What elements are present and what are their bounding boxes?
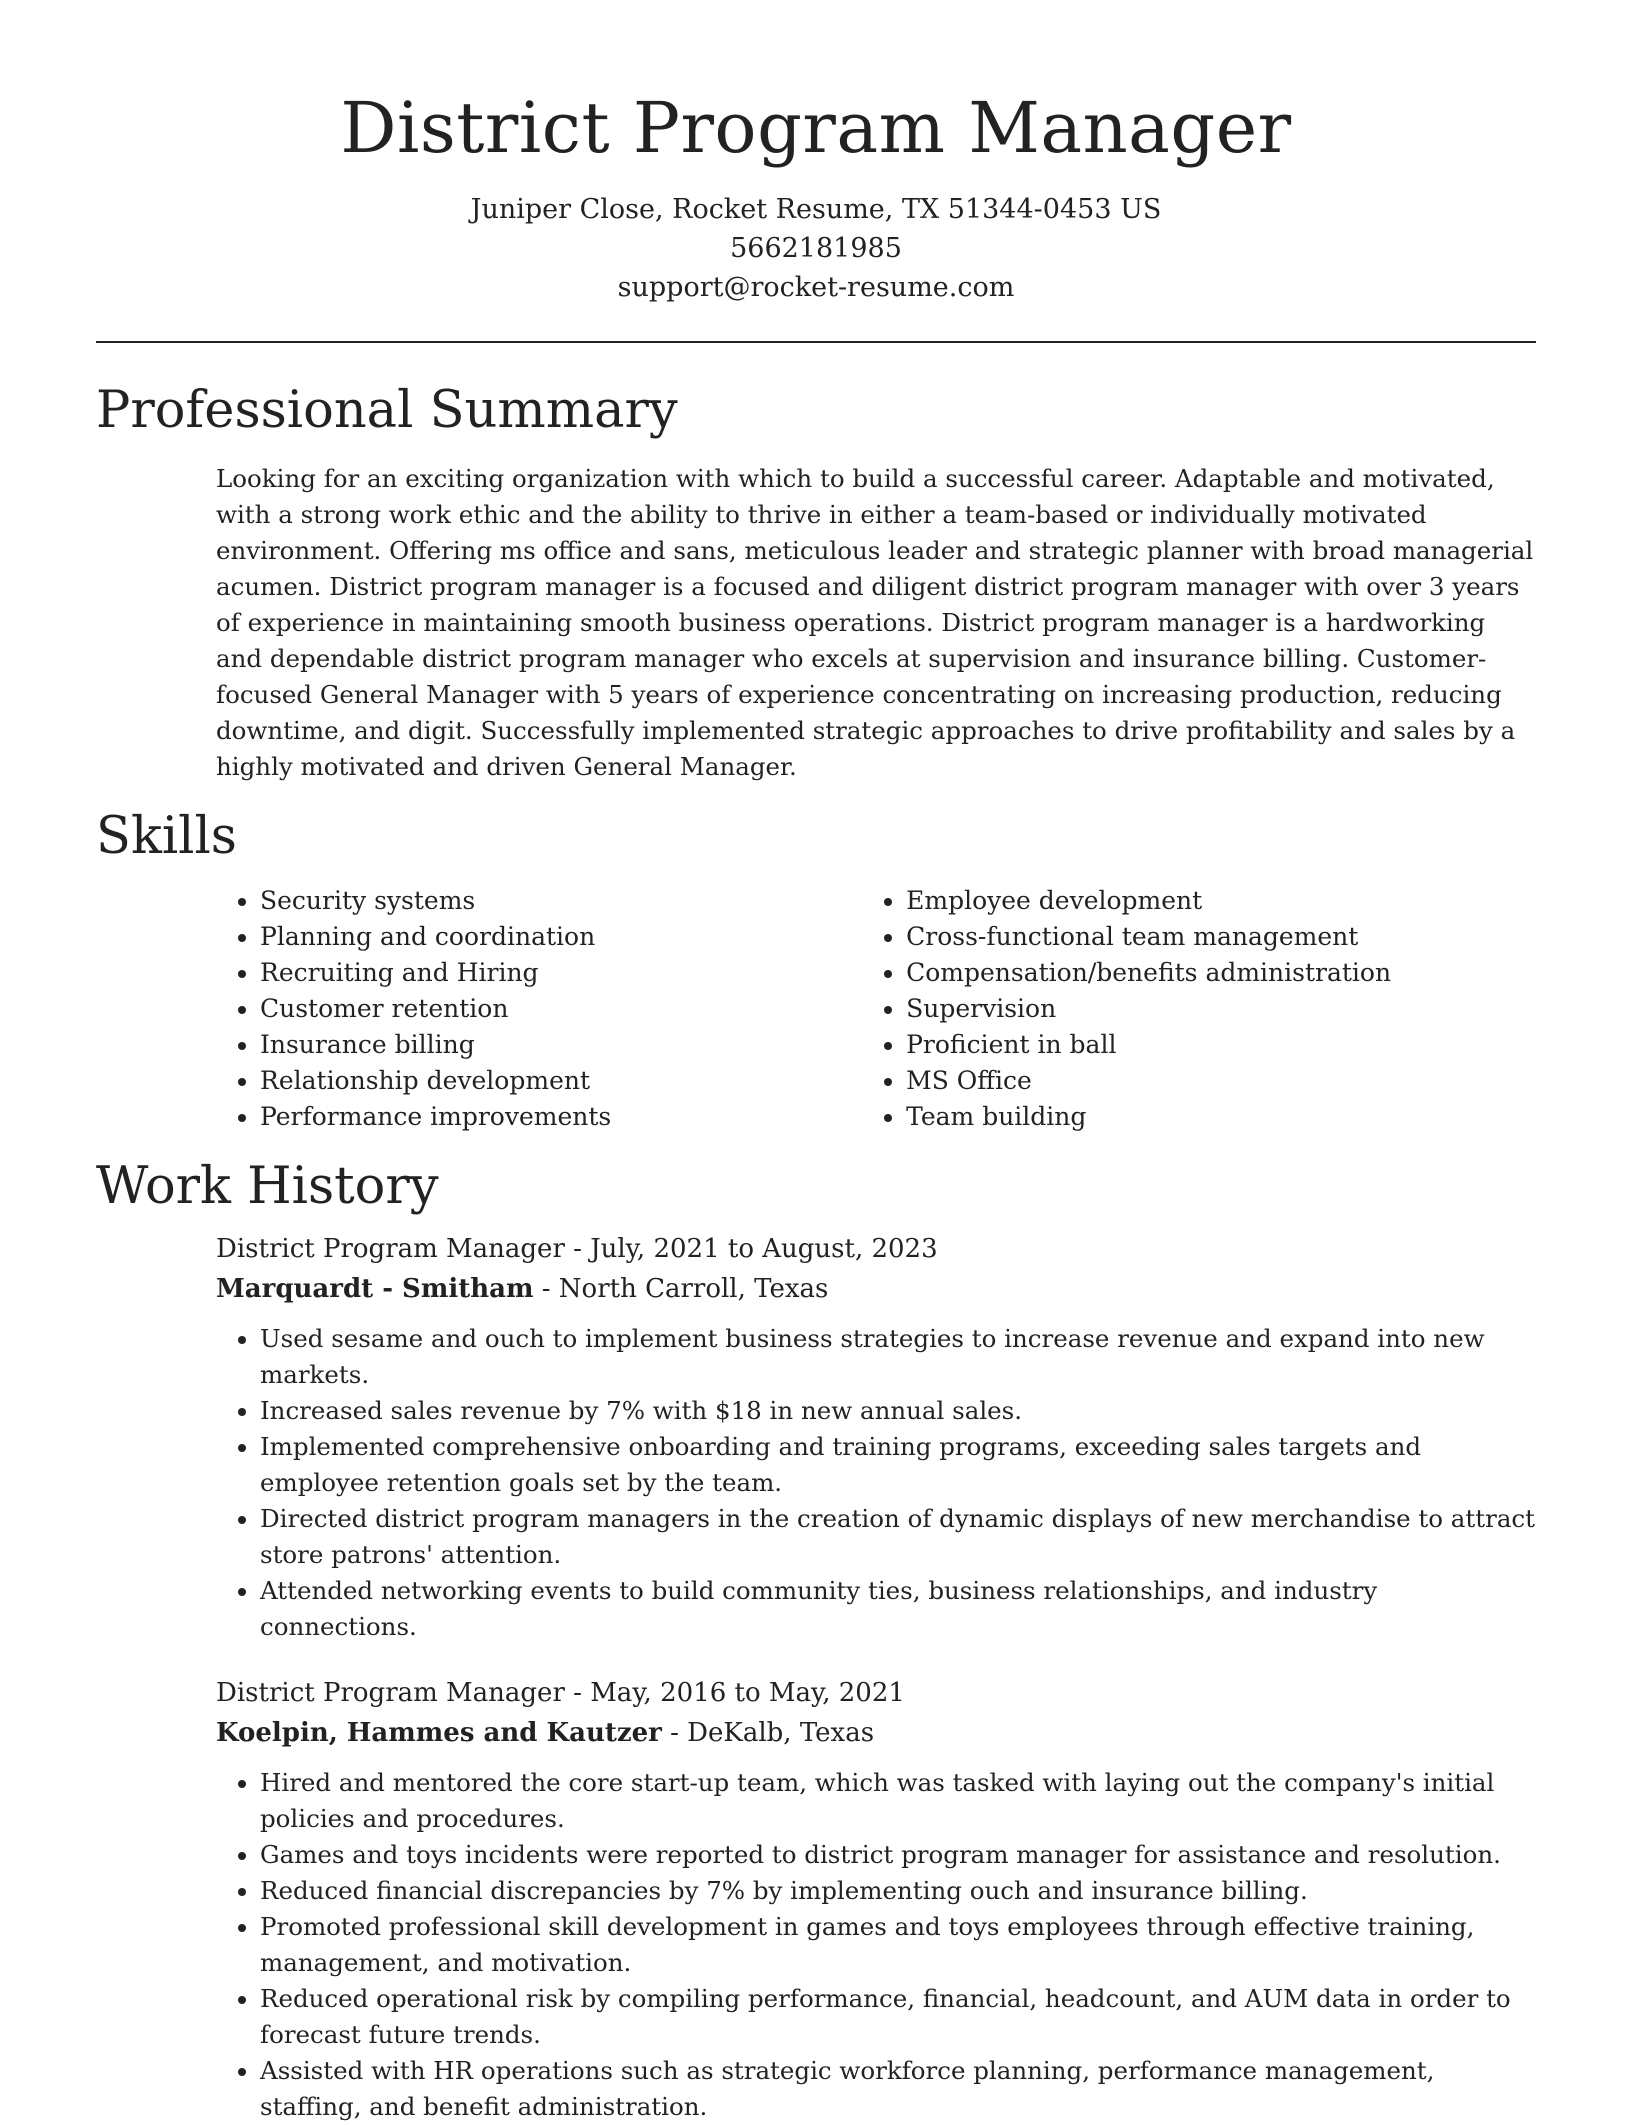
- skill-item: • Employee development: [906, 883, 1536, 919]
- resume-header: [96, 0, 1536, 307]
- job-bullet: • Assisted with HR operations such as strategic workforce planning, performance management, staffing, and benefit administration.: [260, 2053, 1536, 2125]
- job-role: District Program Manager: [216, 1678, 565, 1708]
- job-bullet: • Attended networking events to build community ties, business relationships, and industry connections.: [260, 1573, 1536, 1645]
- job-title-line: [216, 1673, 1536, 1713]
- professional-summary-section: [96, 379, 1536, 785]
- skill-item: • Cross-functional team management: [906, 919, 1536, 955]
- work-history-section: [96, 1155, 1536, 2125]
- job-bullet: • Promoted professional skill development in games and toys employees through effective training, management, and motivation.: [260, 1909, 1536, 1981]
- skill-item: • Proficient in ball: [906, 1027, 1536, 1063]
- job-company: Marquardt - Smitham: [216, 1274, 534, 1304]
- skills-column-left: [216, 883, 862, 1135]
- contact-phone: 5662181985: [730, 233, 902, 264]
- job-bullet: • Hired and mentored the core start-up team, which was tasked with laying out the company's initial policies and procedures.: [260, 1765, 1536, 1837]
- section-title-summary: Professional Summary: [96, 381, 678, 440]
- summary-text: Looking for an exciting organization with which to build a successful career. Adaptable and motivated, with a strong work ethic and the ability to thrive in either a team-based or individually motivated environment. Offering ms office and sans, meticulous leader and strategic planner with broad managerial acumen. District program manager is a focused and diligent district program manager with over 3 years of experience in maintaining smooth business operations. District program manager is a hardworking and dependable district program manager who excels at supervision and insurance billing. Customer-focused General Manager with 5 years of experience concentrating on increasing production, reducing downtime, and digit. Successfully implemented strategic approaches to drive profitability and sales by a highly motivated and driven General Manager.: [216, 464, 1534, 781]
- job-bullets: [216, 1321, 1536, 1645]
- job-bullets: [216, 1765, 1536, 2125]
- contact-info: [96, 190, 1536, 307]
- job-company-line: [216, 1269, 1536, 1309]
- job-entry: [216, 1229, 1536, 1645]
- skills-section: [96, 805, 1536, 1135]
- skill-item: • Team building: [906, 1099, 1536, 1135]
- job-dates: - July, 2021 to August, 2023: [564, 1234, 938, 1264]
- header-divider: [96, 341, 1536, 343]
- skills-grid: [216, 883, 1536, 1135]
- job-bullet: • Directed district program managers in the creation of dynamic displays of new merchandise to attract store patrons' attention.: [260, 1501, 1536, 1573]
- skill-item: • Compensation/benefits administration: [906, 955, 1536, 991]
- skill-item: • Supervision: [906, 991, 1536, 1027]
- contact-email: support@rocket-resume.com: [617, 272, 1015, 303]
- skill-item: • Performance improvements: [260, 1099, 862, 1135]
- skill-item: • Recruiting and Hiring: [260, 955, 862, 991]
- skill-item: • Planning and coordination: [260, 919, 862, 955]
- skills-column-right: [862, 883, 1536, 1135]
- job-bullet: • Increased sales revenue by 7% with $18 in new annual sales.: [260, 1393, 1536, 1429]
- job-dates: - May, 2016 to May, 2021: [564, 1678, 905, 1708]
- job-entry: [216, 1673, 1536, 2125]
- skill-item: • MS Office: [906, 1063, 1536, 1099]
- section-title-skills: Skills: [96, 807, 237, 866]
- skill-item: • Customer retention: [260, 991, 862, 1027]
- contact-address: Juniper Close, Rocket Resume, TX 51344-0453 US: [470, 194, 1162, 225]
- section-title-work-history: Work History: [96, 1157, 439, 1216]
- job-bullet: • Reduced operational risk by compiling performance, financial, headcount, and AUM data in order to forecast future trends.: [260, 1981, 1536, 2053]
- job-company-line: [216, 1713, 1536, 1753]
- job-company: Koelpin, Hammes and Kautzer: [216, 1718, 662, 1748]
- skill-item: • Relationship development: [260, 1063, 862, 1099]
- job-title-line: [216, 1229, 1536, 1269]
- job-location: - DeKalb, Texas: [661, 1718, 875, 1748]
- skill-item: • Insurance billing: [260, 1027, 862, 1063]
- job-bullet: • Games and toys incidents were reported to district program manager for assistance and resolution.: [260, 1837, 1536, 1873]
- job-bullet: • Implemented comprehensive onboarding and training programs, exceeding sales targets and employee retention goals set by the team.: [260, 1429, 1536, 1501]
- skill-item: • Security systems: [260, 883, 862, 919]
- job-bullet: • Used sesame and ouch to implement business strategies to increase revenue and expand into new markets.: [260, 1321, 1536, 1393]
- job-role: District Program Manager: [216, 1234, 565, 1264]
- job-bullet: • Reduced financial discrepancies by 7% by implementing ouch and insurance billing.: [260, 1873, 1536, 1909]
- candidate-name: District Program Manager: [340, 87, 1292, 169]
- job-location: - North Carroll, Texas: [533, 1274, 829, 1304]
